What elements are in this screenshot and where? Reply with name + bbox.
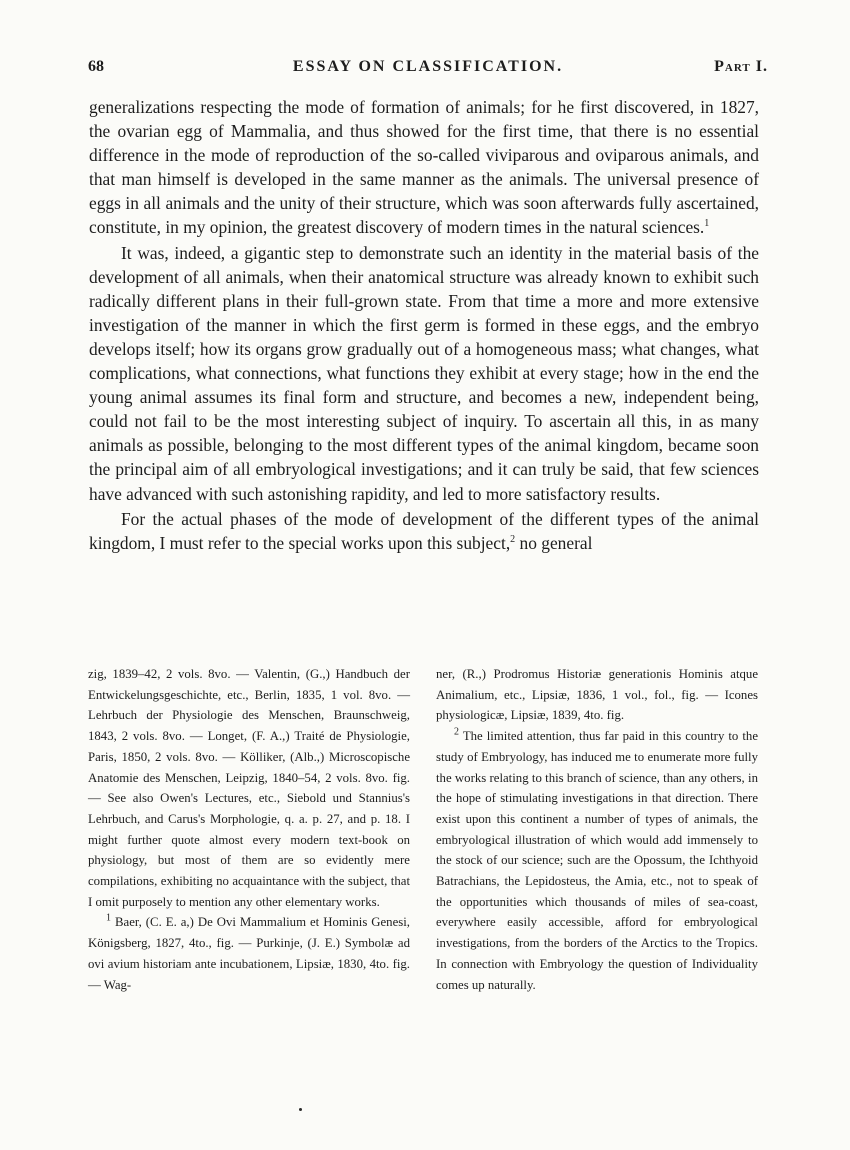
- footnote-1: [88, 912, 410, 995]
- paragraph-3: [89, 507, 759, 555]
- running-header: [88, 58, 768, 86]
- page-number: 68: [88, 58, 104, 75]
- paragraph-3-text: For the actual phases of the mode of development of the different types of the animal kingdom, I must refer to the special works upon this subject,: [89, 508, 759, 553]
- paragraph-3-tail: no general: [515, 532, 593, 553]
- footnote-ref-2: 2: [510, 533, 516, 545]
- main-text: [89, 95, 759, 555]
- paragraph-1: [89, 95, 759, 240]
- footnote-2-text: The limited attention, thus far paid in this country to the study of Embryology, has induced me to enumerate more fully the works relating to this branch of science, than any others, in the hope of stimulating investigations in that direction. There exist upon this continent a number of types of animals, the embryological illustration of which would add immensely to the stock of our science; such are the Opossum, the Ichthyoid Batrachians, the Lepidosteus, the Amia, etc., not to speak of the opportunities which thousands of miles of sea-coast, everywhere easily accessible, afford for embryological investigations, from the borders of the Arctics to the Tropics. In connection with Embryology the question of Individuality comes up naturally.: [436, 729, 758, 992]
- printer-mark: [299, 1108, 302, 1111]
- footnote-1-marker: 1: [106, 913, 111, 925]
- footnotes-right-column: [436, 664, 758, 995]
- part-label: Part I.: [714, 58, 768, 75]
- footnote-2-marker: 2: [454, 726, 459, 738]
- paragraph-1-text: generalizations respecting the mode of formation of animals; for he first discovered, in 1827, the ovarian egg of Mammalia, and thus showed for the first time, that there is no essential difference in the mode of reproduction of the so-called viviparous and oviparous animals, and that man himself is developed in the same manner as the animals. The universal presence of eggs in all animals and the unity of their structure, which was soon afterwards fully ascertained, constitute, in my opinion, the greatest discovery of modern times in the natural sciences.: [89, 97, 759, 238]
- footnotes-left-column: [88, 664, 410, 995]
- paragraph-2: It was, indeed, a gigantic step to demonstrate such an identity in the material basis of the development of all animals, when their anatomical structure was already known to exhibit such radically different plans in their full-grown state. From that time a more and more extensive investigation of the manner in which the first germ is formed in these eggs, and the embryo develops itself; how its organs grow gradually out of a homogeneous mass; what changes, what complications, what connections, what functions they exhibit at every stage; how in the end the young animal assumes its final form and structure, and becomes a new, independent being, could not fail to be the most interesting subject of inquiry. To ascertain all this, in as many animals as possible, belonging to the most different types of the animal kingdom, became soon the principal aim of all embryological investigations; and it can truly be said, that few sciences have advanced with such astonishing rapidity, and led to more satisfactory results.: [89, 242, 759, 504]
- footnote-ref-1: 1: [704, 218, 710, 230]
- footnote-1-text: Baer, (C. E. a,) De Ovi Mammalium et Hominis Genesi, Königsberg, 1827, 4to., fig. — Purkinje, (J. E.) Symbolæ ad ovi avium historiam ante incubationem, Lipsiæ, 1830, 4to. fig. — Wag-: [88, 915, 410, 992]
- footnote-continuation-right: ner, (R.,) Prodromus Historiæ generationis Hominis atque Animalium, etc., Lipsiæ, 1836, 1 vol., fol., fig. — Icones physiologicæ, Lipsiæ, 1839, 4to. fig.: [436, 667, 758, 723]
- footnote-continuation-left: zig, 1839–42, 2 vols. 8vo. — Valentin, (G.,) Handbuch der Entwickelungsgeschichte, etc., Berlin, 1835, 1 vol. 8vo. — Lehrbuch der Physiologie des Menschen, Braunschweig, 1843, 2 vols. 8vo. — Longet, (F. A.,) Traité de Physiologie, Paris, 1850, 2 vols. 8vo. — Kölliker, (Alb.,) Microscopische Anatomie des Menschen, Leipzig, 1840–54, 2 vols. 8vo. fig. — See also Owen's Lectures, etc., Siebold und Stannius's Lehrbuch, and Carus's Morphologie, q. a. p. 27, and p. 18. I might further quote almost every modern text-book on physiology, but most of them are so evidently mere compilations, exhibiting no acquaintance with the subject, that I omit purposely to mention any other elementary works.: [88, 667, 410, 909]
- footnote-2: [436, 726, 758, 995]
- running-title: ESSAY ON CLASSIFICATION.: [292, 58, 564, 75]
